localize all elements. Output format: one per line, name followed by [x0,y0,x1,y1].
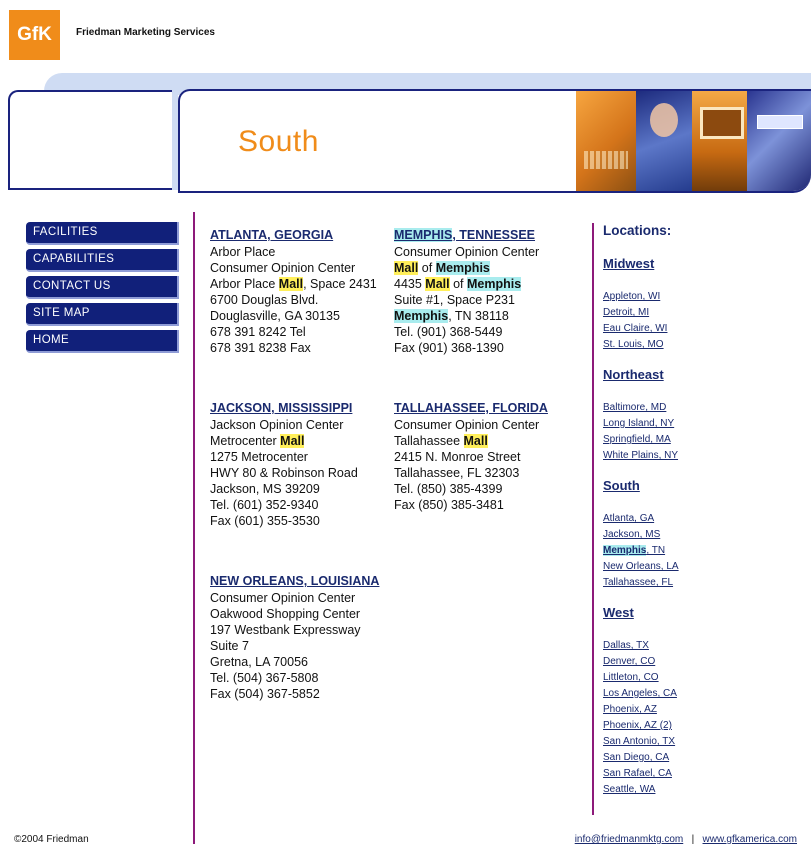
header-photo-computer [692,91,747,193]
facility-title-memphis[interactable] [394,227,535,243]
facility-mall-line [210,433,395,449]
facility-title-tallahassee[interactable]: TALLAHASSEE, FLORIDA [394,401,548,415]
facility-name: Oakwood Shopping Center [210,607,361,621]
location-link[interactable]: Atlanta, GA [603,513,655,524]
location-link[interactable]: Denver, CO [603,656,656,667]
facility-fax: Fax (901) 368-1390 [394,341,504,355]
location-link[interactable]: New Orleans, LA [603,561,679,572]
nav-capabilities-button[interactable]: CAPABILITIES [26,249,179,272]
location-link[interactable]: San Antonio, TX [603,736,676,747]
facility-tel: Tel. (504) 367-5808 [210,671,319,685]
text: of [418,261,436,275]
location-link[interactable]: White Plains, NY [603,450,679,461]
search-highlight: Mall [463,434,488,448]
location-link[interactable]: San Rafael, CA [603,768,672,779]
company-name: Friedman Marketing Services [76,27,215,38]
location-link[interactable]: Phoenix, AZ [603,704,657,715]
header-title-panel [178,89,811,193]
text: Arbor Place [210,277,279,291]
header-photo-mall-sign [747,91,811,193]
left-divider [193,212,195,844]
region-south [603,478,803,591]
facility-memphis [394,227,579,356]
facility-fax: 678 391 8238 Fax [210,341,311,355]
location-link[interactable]: Baltimore, MD [603,402,667,413]
location-link[interactable]: Eau Claire, WI [603,323,668,334]
facility-name: Consumer Opinion Center [210,591,356,605]
facility-fax: Fax (850) 385-3481 [394,498,504,512]
location-link[interactable]: Detroit, MI [603,307,650,318]
location-link[interactable]: Littleton, CO [603,672,659,683]
facility-name: Consumer Opinion Center [210,261,356,275]
search-highlight: Memphis [466,277,522,291]
nav-home-button[interactable]: HOME [26,330,179,353]
facility-title-jackson[interactable]: JACKSON, MISSISSIPPI [210,401,353,415]
facility-jackson [210,400,395,529]
header-photo-strip [576,91,811,193]
facility-street: 1275 Metrocenter [210,450,308,464]
facility-tallahassee [394,400,579,513]
locations-heading: Locations: [603,223,672,238]
copyright-text: ©2004 Friedman [14,834,89,845]
facility-tel: Tel. (601) 352-9340 [210,498,319,512]
facility-tel: 678 391 8242 Tel [210,325,306,339]
facility-city: Douglasville, GA 30135 [210,309,340,323]
location-link[interactable]: Dallas, TX [603,640,649,651]
facility-suite: Suite #1, Space P231 [394,293,515,307]
facility-street: 2415 N. Monroe Street [394,450,521,464]
gfk-logo: GfK [9,10,60,60]
text: Tallahassee [394,434,464,448]
region-midwest [603,256,803,353]
facility-tel: Tel. (850) 385-4399 [394,482,503,496]
location-link[interactable]: Tallahassee, FL [603,577,674,588]
text: Metrocenter [210,434,281,448]
region-title-west[interactable]: West [603,605,634,620]
facility-name: Consumer Opinion Center [394,245,540,259]
footer-email-link[interactable]: info@friedmanmktg.com [574,834,684,845]
search-highlight: Mall [280,434,305,448]
text: , TN 38118 [448,309,509,323]
facility-city: Jackson, MS 39209 [210,482,320,496]
region-title-south[interactable]: South [603,478,640,493]
facility-street [394,276,579,292]
location-link[interactable]: San Diego, CA [603,752,670,763]
facility-city [394,308,579,324]
location-link[interactable]: Long Island, NY [603,418,675,429]
facility-title-new-orleans[interactable]: NEW ORLEANS, LOUISIANA [210,574,380,588]
facility-city: Gretna, LA 70056 [210,655,308,669]
right-divider [592,223,594,815]
text: , TENNESSEE [452,228,536,242]
locations-sidebar [603,223,803,812]
search-highlight: Memphis [603,545,647,556]
location-link[interactable]: Los Angeles, CA [603,688,677,699]
text: , TN [646,545,666,556]
region-west [603,605,803,798]
location-link-memphis[interactable] [603,543,803,559]
facility-street: 6700 Douglas Blvd. [210,293,319,307]
facility-street: HWY 80 & Robinson Road [210,466,358,480]
search-highlight: Memphis [394,309,449,323]
footer-separator: | [691,834,695,845]
facility-tel: Tel. (901) 368-5449 [394,325,503,339]
footer-website-link[interactable]: www.gfkamerica.com [702,834,797,845]
header-photo-keyboard [576,91,636,193]
facility-fax: Fax (601) 355-3530 [210,514,320,528]
left-nav [26,222,179,357]
search-highlight: Mall [394,261,419,275]
text: of [449,277,467,291]
facility-mall-line [394,433,579,449]
header-left-panel [8,90,172,190]
facility-name: Jackson Opinion Center [210,418,344,432]
facility-name: Consumer Opinion Center [394,418,540,432]
location-link[interactable]: Jackson, MS [603,529,661,540]
facility-suite: Suite 7 [210,639,249,653]
location-link[interactable]: Appleton, WI [603,291,661,302]
search-highlight: Memphis [435,261,490,275]
search-highlight: Mall [425,277,450,291]
search-highlight: MEMPHIS [394,228,453,242]
location-link[interactable]: Springfield, MA [603,434,671,445]
nav-contact-us-button[interactable]: CONTACT US [26,276,179,299]
facility-mall-line [210,276,395,292]
footer-links [575,834,797,845]
text: , Space 2431 [303,277,377,291]
text: 4435 [394,277,426,291]
page-title: South [238,125,319,158]
facility-atlanta [210,227,395,356]
facility-name: Arbor Place [210,245,276,259]
facility-fax: Fax (504) 367-5852 [210,687,320,701]
facility-mall-line [394,260,579,276]
region-northeast [603,367,803,464]
location-link[interactable]: Phoenix, AZ (2) [603,720,672,731]
nav-site-map-button[interactable]: SITE MAP [26,303,179,326]
search-highlight: Mall [278,277,304,291]
facility-street: 197 Westbank Expressway [210,623,361,637]
location-link[interactable]: St. Louis, MO [603,339,664,350]
location-link[interactable]: Seattle, WA [603,784,656,795]
facility-new-orleans [210,573,395,702]
nav-facilities-button[interactable]: FACILITIES [26,222,179,245]
facility-title-atlanta[interactable]: ATLANTA, GEORGIA [210,228,334,242]
facility-city: Tallahassee, FL 32303 [394,466,520,480]
header-photo-headset-person [636,91,692,193]
region-title-midwest[interactable]: Midwest [603,256,655,271]
region-title-northeast[interactable]: Northeast [603,367,664,382]
